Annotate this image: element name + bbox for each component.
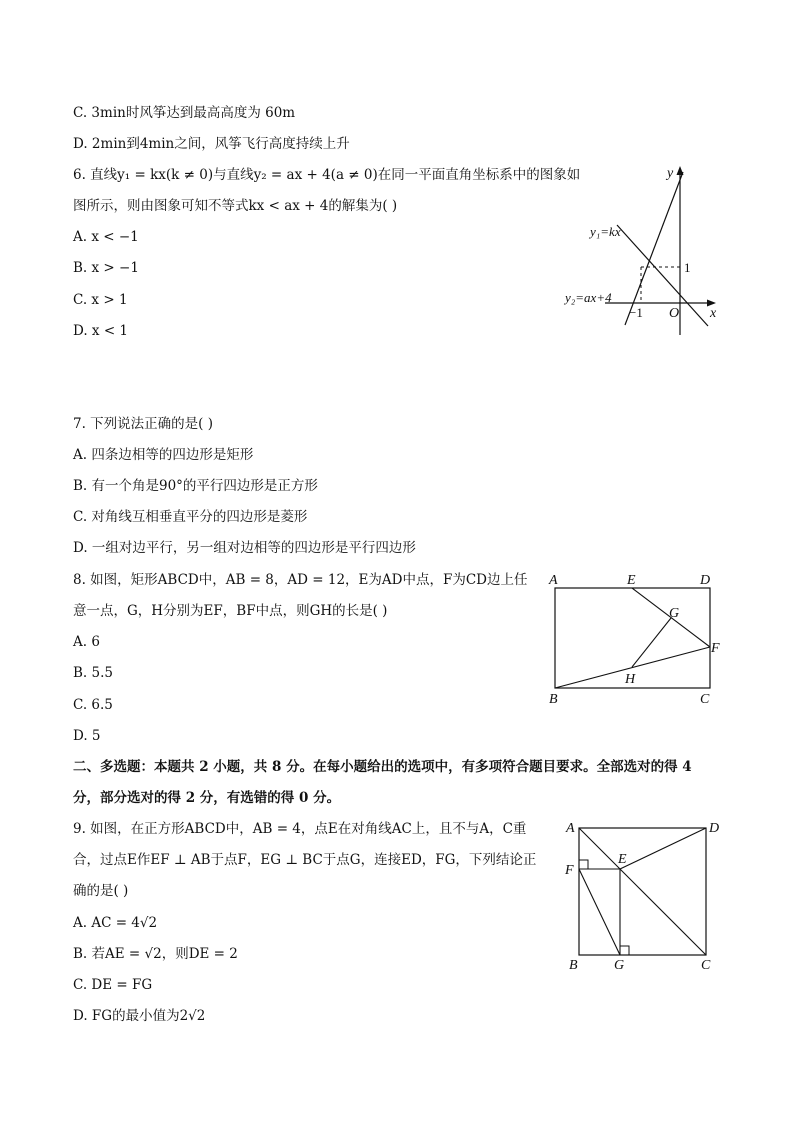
q9-stem-line1: 9. 如图，在正方形ABCD中，AB = 4，点E在对角线AC上，且不与A，C重 — [73, 821, 527, 837]
q5-option-c: C. 3min时风筝达到最高高度为 60m — [73, 105, 296, 121]
q9-option-a: A. AC = 4√2 — [73, 915, 158, 931]
q9-label-b: B — [569, 958, 578, 973]
q9-stem-line3: 确的是( ) — [73, 883, 129, 899]
q7-option-d: D. 一组对边平行，另一组对边相等的四边形是平行四边形 — [73, 540, 416, 556]
q6-label-y1: y₁=kx — [590, 224, 621, 239]
q8-label-b: B — [549, 692, 558, 707]
q9-label-e: E — [618, 852, 627, 867]
q9-diagonal-ac — [579, 828, 706, 955]
q6-label-tick-y: 1 — [684, 260, 691, 275]
q6-option-c: C. x > 1 — [73, 292, 128, 308]
q7-option-c: C. 对角线互相垂直平分的四边形是菱形 — [73, 509, 308, 525]
q9-square-figure — [560, 815, 730, 975]
q8-segment-gh — [632, 618, 671, 667]
q8-option-c: C. 6.5 — [73, 697, 113, 713]
q9-option-c: C. DE = FG — [73, 977, 153, 993]
q9-segment-fg — [579, 869, 620, 955]
q8-label-f: F — [711, 641, 720, 656]
q9-option-b: B. 若AE = √2，则DE = 2 — [73, 946, 238, 962]
q9-label-c: C — [701, 958, 711, 973]
q6-label-y2: y₂=ax+4 — [565, 290, 612, 305]
q9-option-d: D. FG的最小值为2√2 — [73, 1008, 206, 1024]
q6-option-a: A. x < −1 — [73, 229, 139, 245]
q6-label-origin: O — [669, 306, 680, 321]
q7-option-a: A. 四条边相等的四边形是矩形 — [73, 447, 254, 463]
q8-option-a: A. 6 — [73, 634, 100, 650]
q9-label-a: A — [566, 821, 575, 836]
q6-stem-line1: 6. 直线y₁ = kx(k ≠ 0)与直线y₂ = ax + 4(a ≠ 0)在同一平面直角坐标系中的图象如 — [73, 167, 581, 183]
q8-label-d: D — [700, 573, 711, 588]
q8-label-g: G — [669, 606, 680, 621]
q9-label-g: G — [614, 958, 625, 973]
q6-label-y: y — [667, 166, 674, 181]
q7-option-b: B. 有一个角是90°的平行四边形是正方形 — [73, 478, 318, 494]
q8-rectangle-figure — [540, 570, 730, 710]
q8-label-c: C — [700, 692, 710, 707]
q8-stem-line2: 意一点，G，H分别为EF，BF中点，则GH的长是( ) — [73, 603, 388, 619]
q5-option-d: D. 2min到4min之间，风筝飞行高度持续上升 — [73, 136, 350, 152]
q9-right-angle-g — [620, 946, 629, 955]
q8-option-b: B. 5.5 — [73, 665, 113, 681]
q8-label-e: E — [627, 573, 636, 588]
q6-stem-line2: 图所示，则由图象可知不等式kx < ax + 4的解集为( ) — [73, 198, 398, 214]
q9-stem-line2: 合，过点E作EF ⊥ AB于点F，EG ⊥ BC于点G，连接ED，FG，下列结论正 — [73, 852, 537, 868]
q6-label-x: x — [710, 306, 717, 321]
q8-stem-line1: 8. 如图，矩形ABCD中，AB = 8，AD = 12，E为AD中点，F为CD边上任 — [73, 572, 528, 588]
q6-graph-figure — [550, 160, 730, 340]
q6-label-tick-x: −1 — [629, 305, 643, 320]
q8-label-h: H — [625, 672, 636, 687]
section2-heading-line2: 分，部分选对的得 2 分，有选错的得 0 分。 — [73, 790, 341, 806]
q6-line-y1 — [625, 172, 683, 325]
q8-option-d: D. 5 — [73, 728, 101, 744]
q8-label-a: A — [549, 573, 558, 588]
q7-stem: 7. 下列说法正确的是( ) — [73, 416, 213, 432]
q9-label-d: D — [709, 821, 720, 836]
q9-label-f: F — [565, 863, 574, 878]
q6-option-d: D. x < 1 — [73, 323, 129, 339]
q9-segment-ed — [620, 828, 706, 869]
q9-right-angle-f — [579, 860, 588, 869]
q6-option-b: B. x > −1 — [73, 260, 139, 276]
section2-heading-line1: 二、多选题：本题共 2 小题，共 8 分。在每小题给出的选项中，有多项符合题目要求。全部选对的得 4 — [73, 759, 692, 775]
